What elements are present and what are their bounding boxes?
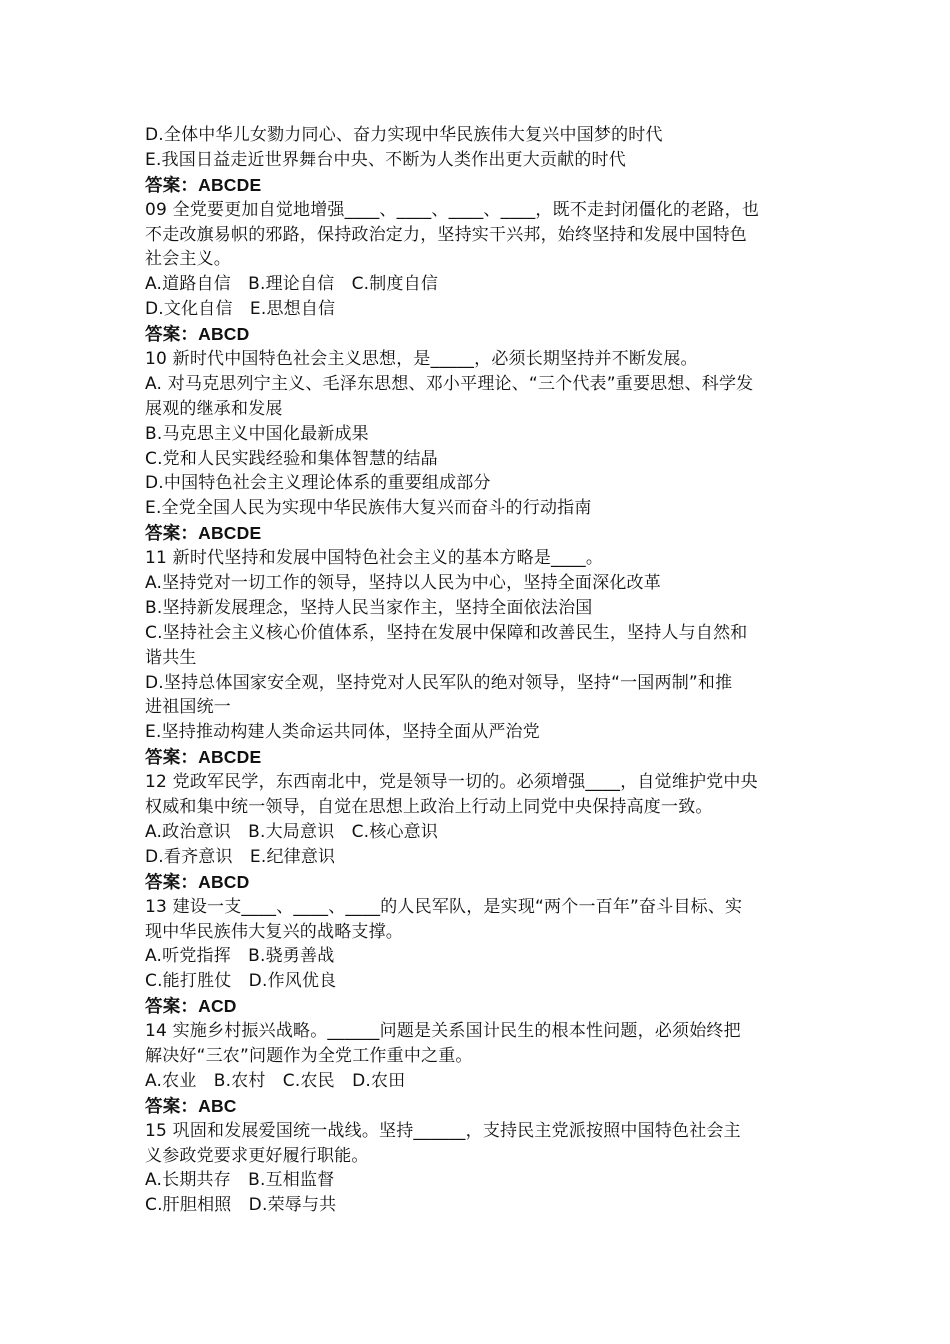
option-line: A.长期共存 B.互相监督 <box>145 1170 335 1191</box>
answer-line: 答案：ABC <box>145 1095 237 1116</box>
option-line: C.肝胆相照 D.荣辱与共 <box>145 1195 337 1216</box>
option-line: 展观的继承和发展 <box>145 398 283 419</box>
question-line: 10 新时代中国特色社会主义思想，是_____，必须长期坚持并不断发展。 <box>145 349 698 370</box>
option-line: D.中国特色社会主义理论体系的重要组成部分 <box>145 473 491 494</box>
option-line: D.文化自信 E.思想自信 <box>145 299 336 320</box>
answer-line: 答案：ABCDE <box>145 174 262 195</box>
option-line: A.坚持党对一切工作的领导，坚持以人民为中心，坚持全面深化改革 <box>145 573 661 594</box>
question-line: 09 全党要更加自觉地增强____、____、____、____，既不走封闭僵化的老路，也 <box>145 199 760 220</box>
option-line: D.看齐意识 E.纪律意识 <box>145 846 336 867</box>
option-line: C.能打胜仗 D.作风优良 <box>145 971 337 992</box>
option-line: C.党和人民实践经验和集体智慧的结晶 <box>145 448 438 469</box>
answer-line: 答案：ABCDE <box>145 523 262 544</box>
document-page <box>145 123 810 1218</box>
option-line: D.全体中华儿女勠力同心、奋力实现中华民族伟大复兴中国梦的时代 <box>145 125 663 145</box>
option-line: 谐共生 <box>145 647 197 668</box>
question-line: 13 建设一支____、____、____的人民军队，是实现“两个一百年”奋斗目标、实 <box>145 896 743 917</box>
option-line: A.农业 B.农村 C.农民 D.农田 <box>145 1070 406 1091</box>
option-line: E.全党全国人民为实现中华民族伟大复兴而奋斗的行动指南 <box>145 498 592 519</box>
answer-line: 答案：ABCD <box>145 871 250 892</box>
option-line: B.马克思主义中国化最新成果 <box>145 423 369 444</box>
option-line: E.我国日益走近世界舞台中央、不断为人类作出更大贡献的时代 <box>145 149 626 170</box>
option-line: B.坚持新发展理念，坚持人民当家作主，坚持全面依法治国 <box>145 597 593 618</box>
question-line: 11 新时代坚持和发展中国特色社会主义的基本方略是____。 <box>145 548 604 569</box>
option-line: A.道路自信 B.理论自信 C.制度自信 <box>145 274 439 295</box>
answer-line: 答案：ACD <box>145 996 237 1017</box>
question-line: 15 巩固和发展爱国统一战线。坚持______，支持民主党派按照中国特色社会主 <box>145 1120 741 1141</box>
option-line: A.听党指挥 B.骁勇善战 <box>145 946 335 967</box>
question-line: 不走改旗易帜的邪路，保持政治定力，坚持实干兴邦，始终坚持和发展中国特色 <box>145 224 747 245</box>
option-line: A. 对马克思列宁主义、毛泽东思想、邓小平理论、“三个代表”重要思想、科学发 <box>145 373 754 394</box>
option-line: E.坚持推动构建人类命运共同体，坚持全面从严治党 <box>145 722 540 743</box>
option-line: C.坚持社会主义核心价值体系，坚持在发展中保障和改善民生，坚持人与自然和 <box>145 622 748 643</box>
question-line: 义参政党要求更好履行职能。 <box>145 1145 369 1166</box>
option-line: A.政治意识 B.大局意识 C.核心意识 <box>145 821 439 842</box>
answer-line: 答案：ABCDE <box>145 747 262 768</box>
document-body <box>145 123 810 1218</box>
question-line: 12 党政军民学，东西南北中，党是领导一切的。必须增强____，自觉维护党中央 <box>145 772 758 793</box>
question-line: 社会主义。 <box>145 249 231 270</box>
option-line: D.坚持总体国家安全观，坚持党对人民军队的绝对领导，坚持“一国两制”和推 <box>145 672 733 693</box>
option-line: 进祖国统一 <box>145 697 231 718</box>
question-line: 权威和集中统一领导，自觉在思想上政治上行动上同党中央保持高度一致。 <box>145 797 713 818</box>
answer-line: 答案：ABCD <box>145 324 250 345</box>
question-line: 解决好“三农”问题作为全党工作重中之重。 <box>145 1045 473 1066</box>
question-line: 现中华民族伟大复兴的战略支撑。 <box>145 921 403 942</box>
question-line: 14 实施乡村振兴战略。______问题是关系国计民生的根本性问题，必须始终把 <box>145 1021 741 1042</box>
